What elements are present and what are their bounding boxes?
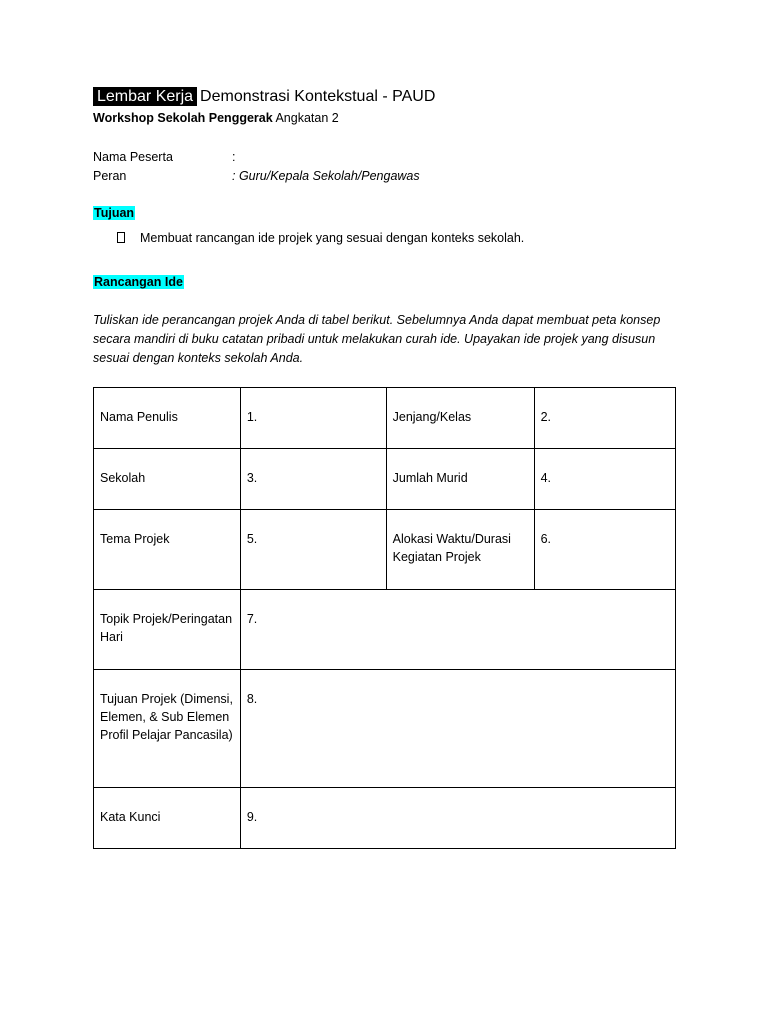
bullet-box-icon [117, 232, 125, 243]
project-form-table [93, 387, 676, 849]
value-tujuan-projek[interactable]: 8. [240, 670, 675, 788]
label-tema-projek: Tema Projek [94, 510, 241, 590]
label-sekolah: Sekolah [94, 449, 241, 510]
value-jumlah-murid[interactable]: 4. [534, 449, 675, 510]
subtitle-rest: Angkatan 2 [272, 111, 339, 125]
title-highlight: Lembar Kerja [93, 87, 197, 106]
field-nama-peserta [93, 150, 236, 164]
table-row [94, 388, 676, 449]
label-tujuan-projek: Tujuan Projek (Dimensi, Elemen, & Sub Elemen Profil Pelajar Pancasila) [94, 670, 241, 788]
peran-value: : Guru/Kepala Sekolah/Pengawas [232, 169, 420, 183]
value-sekolah[interactable]: 3. [240, 449, 386, 510]
tujuan-bullet [117, 231, 524, 245]
tujuan-heading: Tujuan [94, 206, 135, 220]
table-row [94, 788, 676, 849]
table-row [94, 449, 676, 510]
tujuan-bullet-text: Membuat rancangan ide projek yang sesuai dengan konteks sekolah. [140, 231, 525, 245]
field-peran [93, 169, 420, 183]
title-text: Demonstrasi Kontekstual - PAUD [200, 88, 436, 105]
table-row [94, 590, 676, 670]
peran-label: Peran [93, 169, 127, 183]
label-kata-kunci: Kata Kunci [94, 788, 241, 849]
label-jenjang-kelas: Jenjang/Kelas [386, 388, 534, 449]
label-jumlah-murid: Jumlah Murid [386, 449, 534, 510]
nama-peserta-colon: : [232, 150, 236, 164]
rancangan-instructions: Tuliskan ide perancangan projek Anda di tabel berikut. Sebelumnya Anda dapat membuat peta konsep secara mandiri di buku catatan pribadi untuk melakukan curah ide. Upayakan ide projek yang disusun sesuai dengan konteks sekolah Anda. [93, 313, 661, 365]
rancangan-heading: Rancangan Ide [94, 275, 183, 289]
table-row [94, 670, 676, 788]
value-nama-penulis[interactable]: 1. [240, 388, 386, 449]
table-row [94, 510, 676, 590]
label-topik-projek: Topik Projek/Peringatan Hari [94, 590, 241, 670]
value-topik-projek[interactable]: 7. [240, 590, 675, 670]
nama-peserta-label: Nama Peserta [93, 150, 173, 164]
label-nama-penulis: Nama Penulis [94, 388, 241, 449]
subtitle-bold: Workshop Sekolah Penggerak [93, 111, 273, 125]
value-tema-projek[interactable]: 5. [240, 510, 386, 590]
value-kata-kunci[interactable]: 9. [240, 788, 675, 849]
value-jenjang-kelas[interactable]: 2. [534, 388, 675, 449]
document-subtitle [93, 111, 339, 125]
label-alokasi-waktu: Alokasi Waktu/Durasi Kegiatan Projek [386, 510, 534, 590]
value-alokasi-waktu[interactable]: 6. [534, 510, 675, 590]
document-title [93, 88, 435, 106]
